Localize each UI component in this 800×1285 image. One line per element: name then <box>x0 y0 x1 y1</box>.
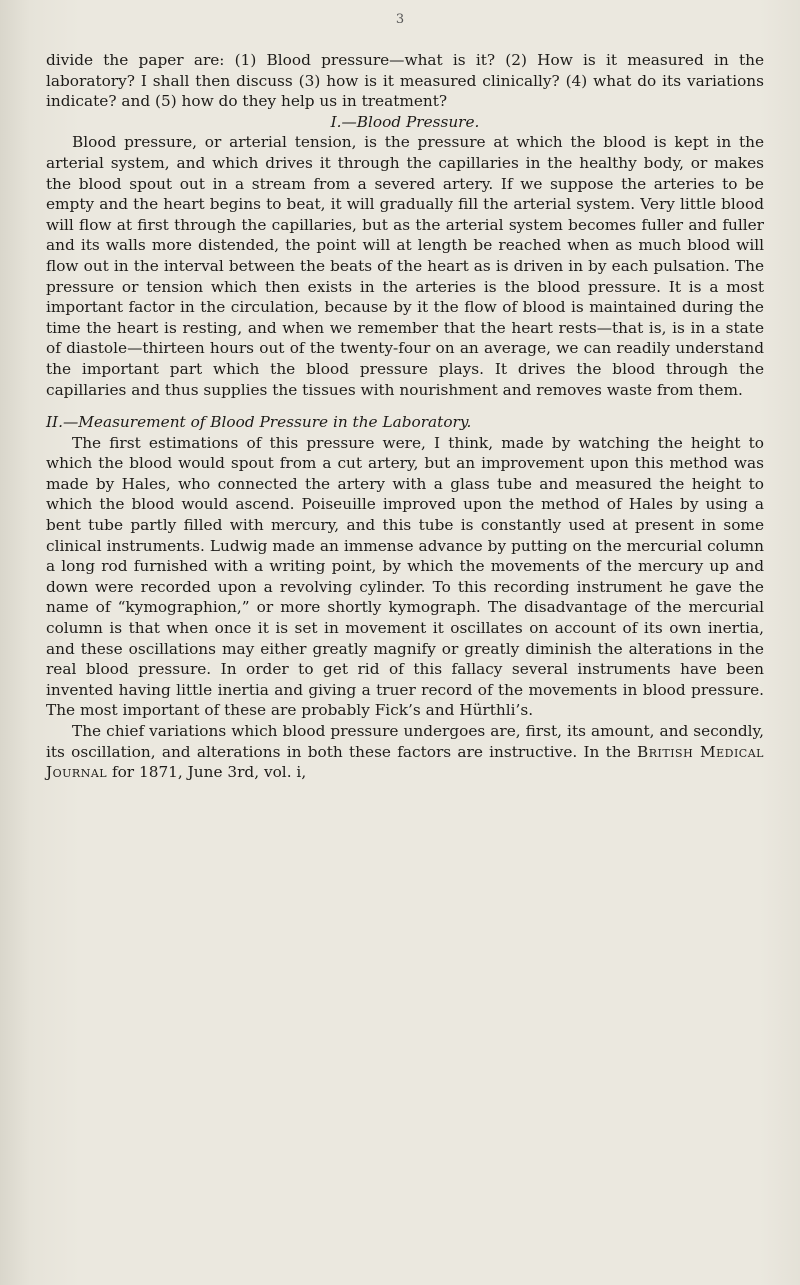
paragraph-2-end: for 1871, June 3rd, vol. i, <box>107 763 307 782</box>
section-1-paragraph: Blood pressure, or arterial tension, is the pressure at which the blood is kept in the arterial system, and which drives it through the capillaries in the healthy body, or makes the blood spout out in a stream from a severed artery. If we suppose the arteries to be empty and the heart begins to beat, it will gradually fill the arterial system. Very little blood will flow at first through the capillaries, but as the arterial system becomes fuller and fuller and its walls more distended, the point will at length be reached when as much blood will flow out in the interval between the beats of the heart as is driven in by each pulsation. The pressure or tension which then exists in the arteries is the blood pressure. It is a most important factor in the circulation, because by it the flow of blood is maintained during the time the heart is resting, and when we remember that the heart rests—that is, is in a state of diastole—thirteen hours out of the twenty-four on an average, we can readily understand the important part which the blood pressure plays. It drives the blood through the capillaries and thus supplies the tissues with nourishment and removes waste from them. <box>46 133 764 399</box>
section-2-paragraph-2 <box>46 721 764 783</box>
section-2-heading: II.—Measurement of Blood Pressure in the Laboratory. <box>46 413 472 432</box>
journal-name: British Medical Journal <box>46 742 764 782</box>
intro-paragraph: divide the paper are: (1) Blood pressure—what is it? (2) How is it measured in the laboratory? I shall then discuss (3) how is it measured clinically? (4) what do its variations indicate? and (5) how do they help us in treatment? <box>46 51 764 111</box>
paragraph-2-start: The chief variations which blood pressure undergoes are, first, its amount, and secondly, its oscillation, and alterations in both these factors are instructive. In the <box>46 722 764 761</box>
page-number: 3 <box>395 12 405 27</box>
body-text <box>46 50 764 783</box>
section-2-paragraph-1: The first estimations of this pressure were, I think, made by watching the height to which the blood would spout from a cut artery, but an improvement upon this method was made by Hales, who connected the artery with a glass tube and measured the height to which the blood would ascend. Poiseuille improved upon the method of Hales by using a bent tube partly filled with mercury, and this tube is constantly used at present in some clinical instruments. Ludwig made an immense advance by putting on the mercurial column a long rod furnished with a writing point, by which the movements of the mercury up and down were recorded upon a revolving cylinder. To this recording instrument he gave the name of “kymographion,” or more shortly kymograph. The disadvantage of the mercurial column is that when once it is set in movement it oscillates on account of its own inertia, and these oscillations may either greatly magnify or greatly diminish the alterations in the real blood pressure. In order to get rid of this fallacy several instruments have been invented having little inertia and giving a truer record of the movements in blood pressure. The most important of these are probably Fick’s and Hürthli’s. <box>46 433 764 720</box>
section-1-heading: I.—Blood Pressure. <box>330 112 480 131</box>
